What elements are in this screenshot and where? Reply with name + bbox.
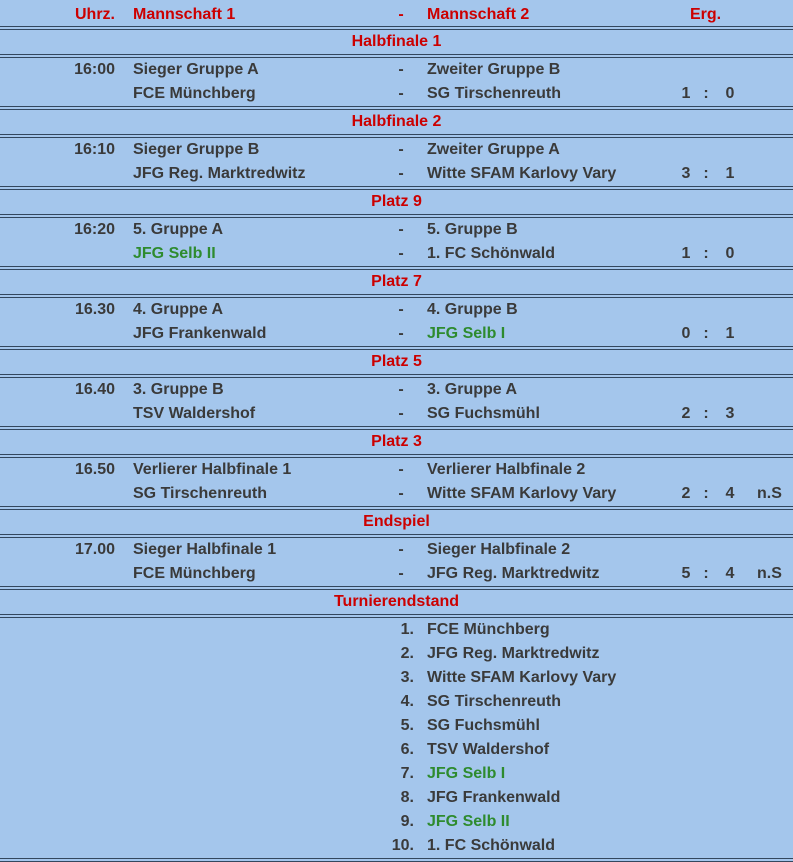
standings-team: JFG Frankenwald	[427, 789, 561, 806]
team1-name: FCE Münchberg	[133, 85, 256, 102]
match-time	[40, 402, 115, 426]
match-row	[0, 298, 793, 322]
vs-dash: -	[398, 565, 404, 582]
score-away: 0	[725, 245, 735, 262]
team2-name: Witte SFAM Karlovy Vary	[427, 165, 617, 182]
vs-dash: -	[398, 405, 404, 422]
team2-name: 4. Gruppe B	[427, 301, 518, 318]
match-row	[0, 58, 793, 82]
score-separator: :	[703, 245, 709, 262]
standings-team: FCE Münchberg	[427, 621, 550, 638]
standings-rank: 10.	[391, 837, 414, 854]
score-home: 1	[681, 245, 691, 262]
score-away: 0	[725, 85, 735, 102]
header-result: Erg.	[690, 6, 722, 23]
standings-rank: 9.	[400, 813, 414, 830]
team1-name: Sieger Gruppe B	[133, 141, 260, 158]
standings-team: TSV Waldershof	[427, 741, 550, 758]
match-row	[0, 402, 793, 426]
team1-name: 3. Gruppe B	[133, 381, 224, 398]
section-title: Platz 9	[371, 193, 422, 210]
team2-name: Witte SFAM Karlovy Vary	[427, 485, 617, 502]
team2-name: Zweiter Gruppe A	[427, 141, 560, 158]
team1-name: JFG Frankenwald	[133, 325, 267, 342]
standings-row	[0, 810, 793, 834]
match-row	[0, 82, 793, 106]
score-home: 2	[681, 405, 691, 422]
vs-dash: -	[398, 461, 404, 478]
team2-name: Sieger Halbfinale 2	[427, 541, 571, 558]
match-time	[40, 82, 115, 106]
match-time: 16.50	[74, 461, 115, 478]
score-separator: :	[703, 325, 709, 342]
match-time	[40, 482, 115, 506]
header-time: Uhrz.	[75, 6, 115, 23]
match-row	[0, 322, 793, 346]
team2-name: SG Fuchsmühl	[427, 405, 540, 422]
section-title: Halbfinale 2	[351, 113, 442, 130]
score-home: 1	[681, 85, 691, 102]
standings-row	[0, 714, 793, 738]
standings-team: JFG Selb II	[427, 813, 510, 830]
standings-rank: 3.	[400, 669, 414, 686]
vs-dash: -	[398, 61, 404, 78]
header-team1: Mannschaft 1	[133, 6, 236, 23]
standings-team: JFG Reg. Marktredwitz	[427, 645, 600, 662]
section-title: Platz 5	[371, 353, 422, 370]
score-away: 1	[725, 325, 735, 342]
standings-rank: 8.	[400, 789, 414, 806]
standings-row	[0, 738, 793, 762]
vs-dash: -	[398, 141, 404, 158]
header-dash: -	[398, 6, 404, 23]
vs-dash: -	[398, 325, 404, 342]
standings-rank: 7.	[400, 765, 414, 782]
vs-dash: -	[398, 485, 404, 502]
team1-name: Verlierer Halbfinale 1	[133, 461, 292, 478]
match-time	[40, 162, 115, 186]
team1-name: JFG Selb II	[133, 245, 216, 262]
team1-name: Sieger Halbfinale 1	[133, 541, 277, 558]
standings-team: 1. FC Schönwald	[427, 837, 556, 854]
vs-dash: -	[398, 301, 404, 318]
standings-rank: 6.	[400, 741, 414, 758]
score-away: 1	[725, 165, 735, 182]
standings-row	[0, 834, 793, 858]
standings-rank: 1.	[400, 621, 414, 638]
team1-name: 4. Gruppe A	[133, 301, 224, 318]
score-home: 3	[681, 165, 691, 182]
vs-dash: -	[398, 381, 404, 398]
score-home: 2	[681, 485, 691, 502]
standings-rank: 4.	[400, 693, 414, 710]
vs-dash: -	[398, 541, 404, 558]
standings-rank: 2.	[400, 645, 414, 662]
score-separator: :	[703, 165, 709, 182]
match-row	[0, 482, 793, 506]
match-time: 17.00	[74, 541, 115, 558]
standings-row	[0, 618, 793, 642]
team2-name: JFG Selb I	[427, 325, 506, 342]
match-row	[0, 378, 793, 402]
match-row	[0, 538, 793, 562]
score-home: 5	[681, 565, 691, 582]
match-time: 16.30	[74, 301, 115, 318]
team1-name: SG Tirschenreuth	[133, 485, 267, 502]
score-separator: :	[703, 485, 709, 502]
match-time: 16:10	[74, 141, 115, 158]
standings-team: Witte SFAM Karlovy Vary	[427, 669, 617, 686]
header-team2: Mannschaft 2	[427, 6, 530, 23]
match-row	[0, 162, 793, 186]
standings-row	[0, 762, 793, 786]
team1-name: FCE Münchberg	[133, 565, 256, 582]
vs-dash: -	[398, 165, 404, 182]
standings-title: Turnierendstand	[333, 593, 460, 610]
team1-name: 5. Gruppe A	[133, 221, 224, 238]
match-row	[0, 562, 793, 586]
standings-rank: 5.	[400, 717, 414, 734]
team2-name: 5. Gruppe B	[427, 221, 518, 238]
team1-name: Sieger Gruppe A	[133, 61, 259, 78]
vs-dash: -	[398, 221, 404, 238]
standings-row	[0, 690, 793, 714]
standings-team: SG Tirschenreuth	[427, 693, 561, 710]
match-row	[0, 458, 793, 482]
team1-name: JFG Reg. Marktredwitz	[133, 165, 306, 182]
score-away: 3	[725, 405, 735, 422]
section-title: Platz 7	[371, 273, 422, 290]
match-row	[0, 242, 793, 266]
team2-name: Zweiter Gruppe B	[427, 61, 561, 78]
match-row	[0, 218, 793, 242]
vs-dash: -	[398, 245, 404, 262]
team2-name: 3. Gruppe A	[427, 381, 518, 398]
match-row	[0, 138, 793, 162]
score-separator: :	[703, 565, 709, 582]
match-time	[40, 562, 115, 586]
standings-row	[0, 666, 793, 690]
section-title: Platz 3	[371, 433, 422, 450]
team2-name: Verlierer Halbfinale 2	[427, 461, 586, 478]
match-time: 16.40	[74, 381, 115, 398]
match-time	[40, 322, 115, 346]
score-away: 4	[725, 565, 735, 582]
team1-name: TSV Waldershof	[133, 405, 256, 422]
score-away: 4	[725, 485, 735, 502]
team2-name: SG Tirschenreuth	[427, 85, 561, 102]
penalty-note: n.S	[757, 565, 782, 582]
section-title: Halbfinale 1	[351, 33, 442, 50]
team2-name: JFG Reg. Marktredwitz	[427, 565, 600, 582]
score-separator: :	[703, 405, 709, 422]
penalty-note: n.S	[757, 485, 782, 502]
team2-name: 1. FC Schönwald	[427, 245, 556, 262]
score-separator: :	[703, 85, 709, 102]
header-row	[0, 3, 793, 27]
match-time: 16:20	[74, 221, 115, 238]
section-title: Endspiel	[363, 513, 430, 530]
match-time	[40, 242, 115, 266]
standings-row	[0, 786, 793, 810]
vs-dash: -	[398, 85, 404, 102]
standings-row	[0, 642, 793, 666]
score-home: 0	[681, 325, 691, 342]
standings-team: SG Fuchsmühl	[427, 717, 540, 734]
match-time: 16:00	[74, 61, 115, 78]
standings-team: JFG Selb I	[427, 765, 506, 782]
